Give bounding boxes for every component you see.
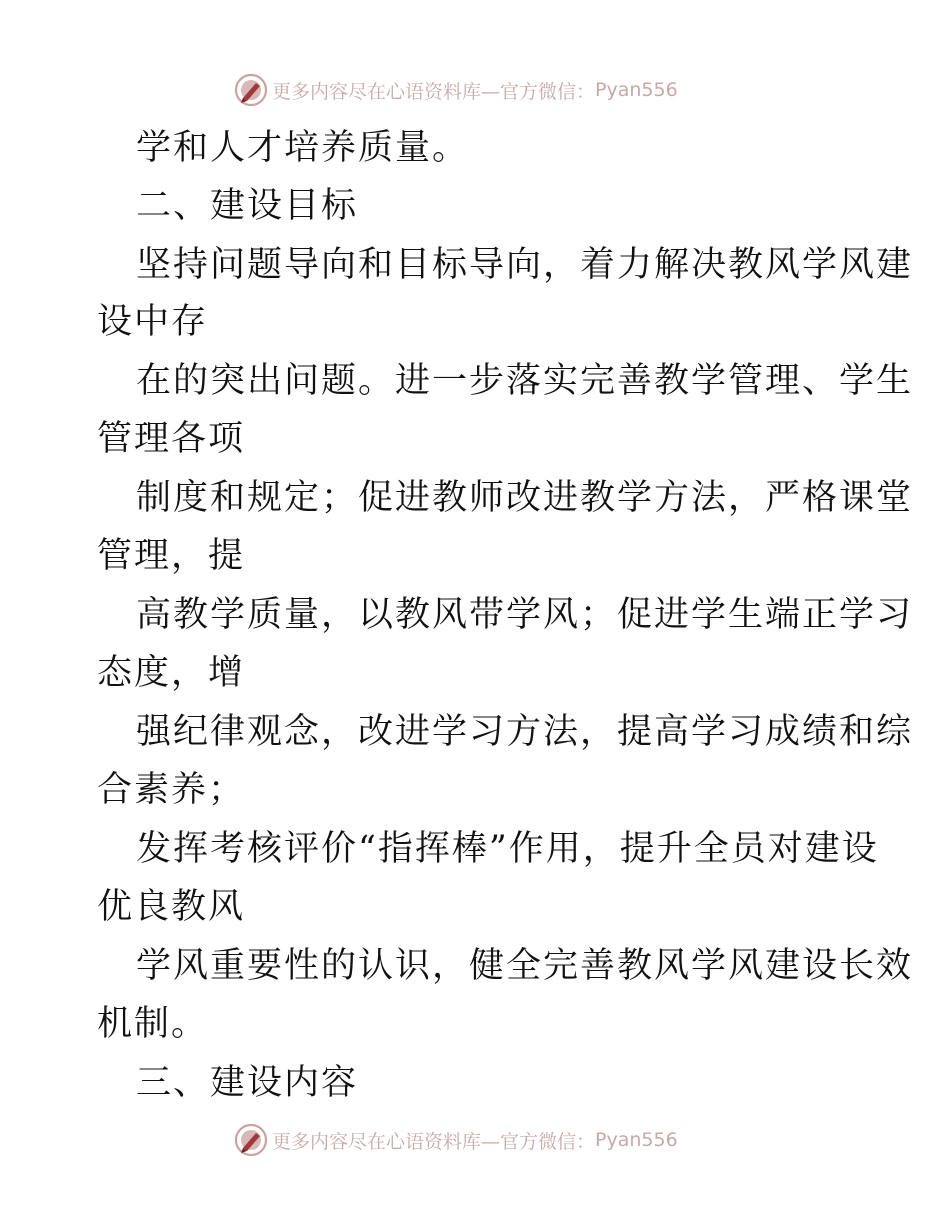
pen-logo-icon — [234, 73, 268, 107]
watermark-wechat-id: Pyan556 — [595, 1129, 678, 1151]
watermark-wechat-id: Pyan556 — [595, 79, 678, 101]
section-heading: 二、建设目标 — [136, 186, 359, 226]
text-line: 坚持问题导向和目标导向，着力解决教风学风建 — [136, 245, 914, 285]
text-line: 高教学质量，以教风带学风；促进学生端正学习 — [136, 595, 914, 635]
text-line: 优良教风 — [97, 887, 246, 927]
text-line: 管理，提 — [97, 536, 246, 576]
text-line: 机制。 — [97, 1004, 209, 1044]
text-line: 学风重要性的认识，健全完善教风学风建设长效 — [136, 946, 914, 986]
text-line: 在的突出问题。进一步落实完善教学管理、学生 — [136, 361, 914, 401]
text-line: 态度，增 — [97, 653, 246, 693]
pen-logo-icon — [234, 1123, 268, 1157]
watermark-text: 更多内容尽在心语资料库—官方微信： — [272, 80, 596, 103]
text-line: 强纪律观念，改进学习方法，提高学习成绩和综 — [136, 712, 914, 752]
text-line: 管理各项 — [97, 419, 246, 459]
watermark-text: 更多内容尽在心语资料库—官方微信： — [272, 1130, 596, 1153]
text-line: 发挥考核评价“指挥棒”作用，提升全员对建设 — [136, 829, 879, 869]
header-watermark — [234, 72, 754, 108]
text-line: 学和人才培养质量。 — [136, 128, 470, 168]
text-line: 制度和规定；促进教师改进教学方法，严格课堂 — [136, 478, 914, 518]
footer-watermark — [234, 1122, 754, 1158]
section-heading: 三、建设内容 — [136, 1063, 359, 1103]
text-line: 设中存 — [97, 302, 209, 342]
text-line: 合素养； — [97, 770, 246, 810]
